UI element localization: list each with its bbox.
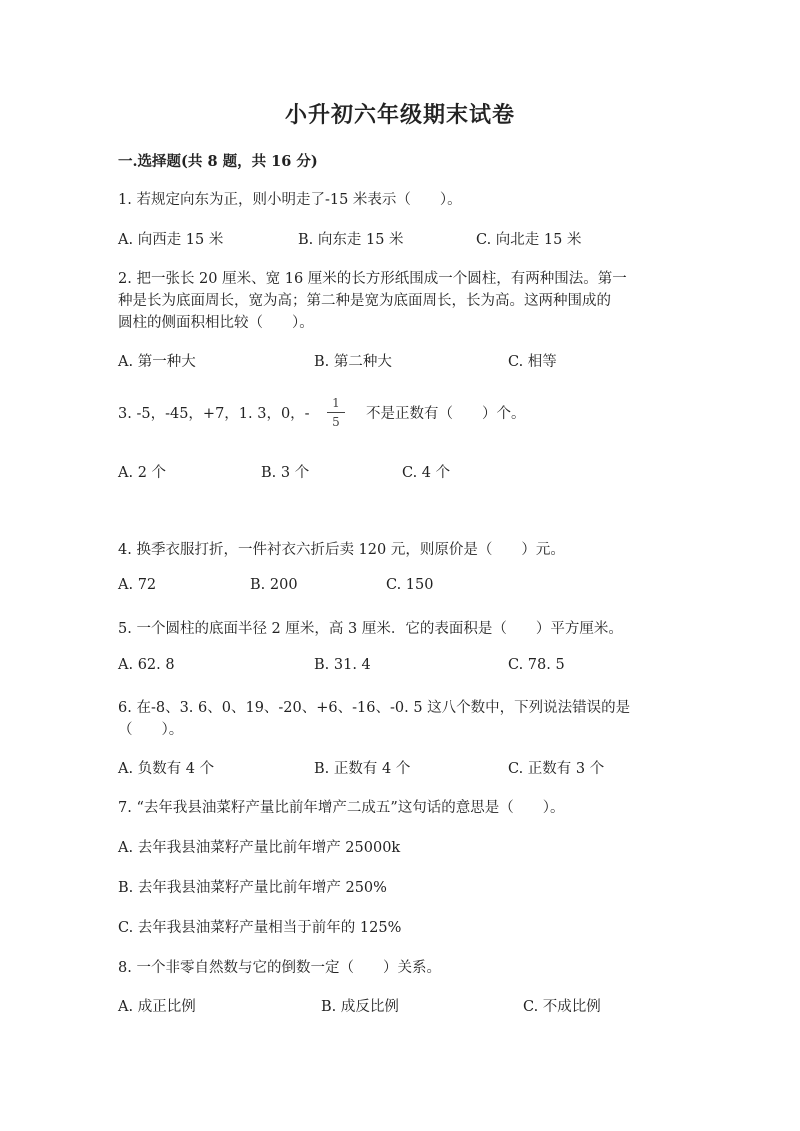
question-8-option-a: A. 成正比例 [118,999,196,1015]
question-7-option-a: A. 去年我县油菜籽产量比前年增产 25000k [118,840,401,856]
question-5-option-c: C. 78. 5 [508,657,565,673]
question-7-option-c: C. 去年我县油菜籽产量相当于前年的 125% [118,920,402,936]
fraction-bar [327,412,345,413]
question-4-option-c: C. 150 [386,577,434,593]
question-4-stem: 4. 换季衣服打折，一件衬衣六折后卖 120 元，则原价是（ ）元。 [118,542,565,558]
question-2-stem-line-1: 2. 把一张长 20 厘米、宽 16 厘米的长方形纸围成一个圆柱，有两种围法。第一 [118,271,627,287]
question-6-option-c: C. 正数有 3 个 [508,761,605,777]
fraction-denominator: 5 [332,415,340,429]
question-2-option-b: B. 第二种大 [314,354,392,370]
question-2-option-c: C. 相等 [508,354,557,370]
question-3-stem-part-2: 不是正数有（ ）个。 [366,406,526,422]
question-1-stem: 1. 若规定向东为正，则小明走了-15 米表示（ ）。 [118,192,462,208]
section-heading: 一.选择题(共 8 题，共 16 分) [118,153,318,170]
question-4-option-a: A. 72 [118,577,157,593]
question-7-stem: 7. “去年我县油菜籽产量比前年增产二成五”这句话的意思是（ ）。 [118,800,565,816]
question-8-option-c: C. 不成比例 [523,999,601,1015]
question-4-option-b: B. 200 [250,577,298,593]
question-1-option-b: B. 向东走 15 米 [298,232,404,248]
question-3-option-c: C. 4 个 [402,465,451,481]
question-8-stem: 8. 一个非零自然数与它的倒数一定（ ）关系。 [118,960,441,976]
question-3-stem-part-1: 3. -5，-45，+7，1. 3，0，- [118,406,310,422]
question-5-option-b: B. 31. 4 [314,657,371,673]
question-6-stem-line-2: （ ）。 [118,722,184,738]
question-6-option-b: B. 正数有 4 个 [314,761,411,777]
fraction-one-fifth [324,396,348,429]
question-2-stem-line-2: 种是长为底面周长，宽为高；第二种是宽为底面周长，长为高。这两种围成的 [118,293,611,309]
page-title: 小升初六年级期末试卷 [284,102,515,128]
question-5-option-a: A. 62. 8 [118,657,175,673]
question-5-stem: 5. 一个圆柱的底面半径 2 厘米，高 3 厘米．它的表面积是（ ）平方厘米。 [118,621,623,637]
question-1-option-c: C. 向北走 15 米 [476,232,582,248]
question-8-option-b: B. 成反比例 [321,999,399,1015]
question-7-option-b: B. 去年我县油菜籽产量比前年增产 250% [118,880,387,896]
question-3-option-b: B. 3 个 [261,465,310,481]
question-6-stem-line-1: 6. 在-8、3. 6、0、19、-20、+6、-16、-0. 5 这八个数中，下列说法错误的是 [118,700,631,716]
question-6-option-a: A. 负数有 4 个 [118,761,215,777]
question-2-stem-line-3: 圆柱的侧面积相比较（ ）。 [118,315,314,331]
question-2-option-a: A. 第一种大 [118,354,196,370]
question-3-option-a: A. 2 个 [118,465,167,481]
question-1-option-a: A. 向西走 15 米 [118,232,224,248]
fraction-numerator: 1 [332,396,340,410]
